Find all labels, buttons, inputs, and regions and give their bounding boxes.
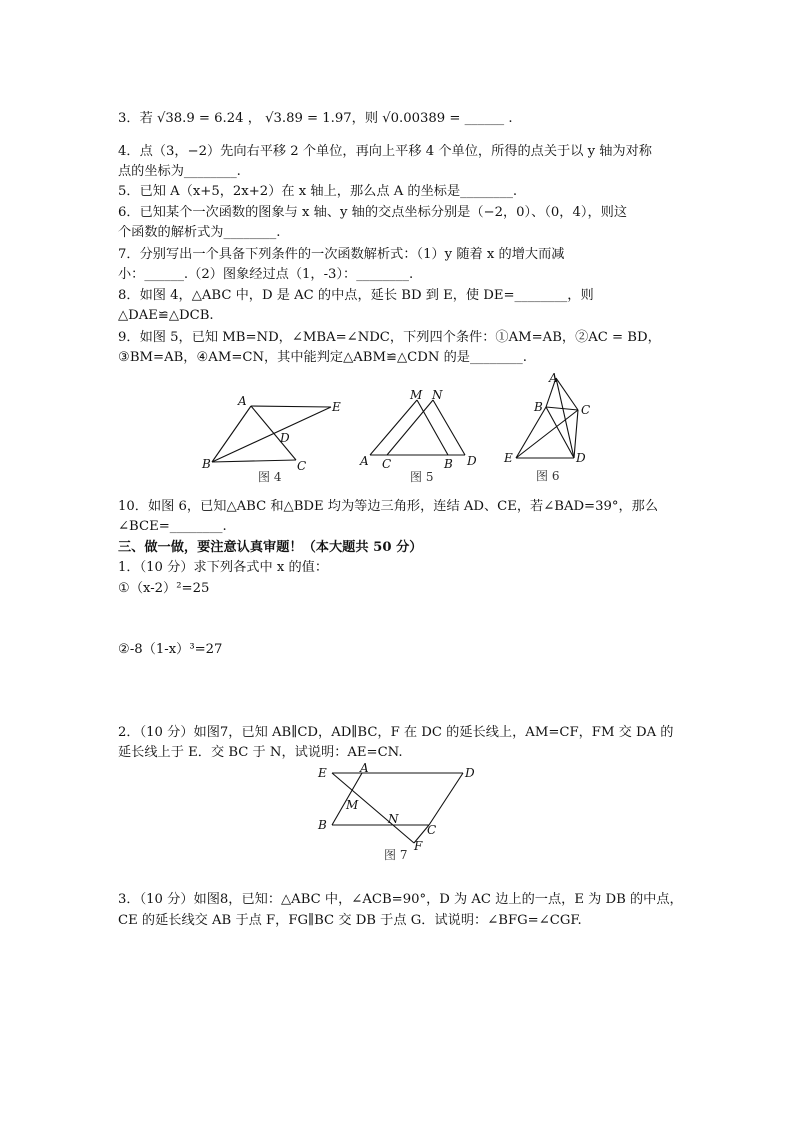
fig4-label-e: E (332, 400, 341, 414)
problem-7-line2: 小：______.（2）图象经过点（1，-3）：________. (118, 267, 414, 282)
problem-10-line2: ∠BCE=________. (118, 519, 227, 534)
fig5-line-nd (433, 400, 465, 455)
problem-8-line1: 8．如图 4，△ABC 中，D 是 AC 的中点，延长 BD 到 E，使 DE=________，则 (118, 288, 594, 303)
problem-4-line1: 4．点（3，−2）先向右平移 2 个单位，再向上平移 4 个单位，所得的点关于以 y 轴为对称 (118, 144, 652, 159)
part3-problem-3-line2: CE 的延长线交 AB 于点 F，FG∥BC 交 DB 于点 G．试说明：∠BFG=∠CGF. (118, 913, 582, 928)
fig5-line-mb (417, 400, 448, 455)
fig5-label-c: C (382, 457, 392, 471)
part3-problem-3-line1: 3．（10 分）如图8，已知：△ABC 中，∠ACB=90°，D 为 AC 边上的一点，E 为 DB 的中点， (118, 892, 683, 907)
part3-problem-2-line2: 延长线上于 E．交 BC 于 N，试说明：AE=CN. (118, 745, 403, 760)
problem-5: 5．已知 A（x+5，2x+2）在 x 轴上，那么点 A 的坐标是________. (118, 184, 518, 199)
fig4-label-b: B (202, 457, 211, 471)
fig7-line-ef (332, 773, 414, 843)
figure-7 (310, 762, 485, 867)
fig4-line-ab (212, 406, 251, 462)
fig4-label-c: C (297, 459, 307, 473)
problem-7-line1: 7．分别写出一个具备下列条件的一次函数解析式：（1）y 随着 x 的增大而减 (118, 247, 565, 262)
problem-6-line2: 个函数的解析式为________. (118, 225, 281, 240)
fig7-label-n: N (388, 812, 399, 826)
fig4-caption: 图 4 (258, 470, 282, 484)
fig6-line-ad (556, 378, 574, 458)
problem-8-line2: △DAE≌△DCB. (118, 308, 214, 323)
problem-9-line2: ③BM=AB，④AM=CN，其中能判定△ABM≌△CDN 的是________. (118, 350, 527, 365)
fig6-label-d: D (576, 451, 586, 465)
fig5-label-n: N (432, 388, 443, 402)
fig5-label-a: A (360, 454, 369, 468)
figure-6 (500, 370, 600, 490)
fig7-label-d: D (465, 766, 475, 780)
part3-problem-1-eq2: ②-8（1-x）³=27 (118, 642, 223, 657)
fig7-label-b: B (318, 818, 327, 832)
fig6-label-c: C (581, 403, 591, 417)
fig7-line-dc (429, 773, 463, 825)
fig5-caption: 图 5 (410, 470, 434, 484)
fig6-line-be (516, 407, 546, 458)
fig6-label-e: E (504, 451, 513, 465)
fig7-label-a: A (360, 762, 369, 775)
section-3-heading: 三、做一做，要注意认真审题！（本大题共 50 分） (118, 540, 423, 555)
figure-5 (355, 385, 490, 490)
fig5-label-m: M (410, 388, 423, 402)
fig6-label-b: B (534, 400, 543, 414)
fig7-label-m: M (346, 798, 359, 812)
problem-9-line1: 9．如图 5，已知 MB=ND，∠MBA=∠NDC，下列四个条件：①AM=AB，②AC = BD， (118, 330, 661, 345)
problem-6-line1: 6．已知某个一次函数的图象与 x 轴、y 轴的交点坐标分别是（−2，0）、（0，4），则这 (118, 205, 628, 220)
problem-10-line1: 10．如图 6，已知△ABC 和△BDE 均为等边三角形，连结 AD、CE，若∠BAD=39°，那么 (118, 499, 659, 514)
fig4-line-be (212, 407, 331, 462)
part3-problem-1: 1．（10 分）求下列各式中 x 的值： (118, 560, 329, 575)
fig5-label-d: D (467, 454, 477, 468)
fig7-label-c: C (427, 823, 437, 837)
fig6-line-bd (546, 407, 574, 458)
fig7-caption: 图 7 (384, 848, 408, 862)
fig4-label-a: A (238, 394, 247, 408)
part3-problem-2-line1: 2．（10 分）如图7，已知 AB∥CD，AD∥BC，F 在 DC 的延长线上，AM=CF，FM 交 DA 的 (118, 725, 674, 740)
part3-problem-1-eq1: ①（x-2）²=25 (118, 581, 210, 596)
fig6-line-bc (546, 407, 578, 410)
figure-4 (195, 390, 345, 490)
problem-3: 3．若 √38.9 = 6.24 ， √3.89 = 1.97，则 √0.00389 = ______ . (118, 111, 513, 126)
fig6-caption: 图 6 (536, 469, 560, 483)
fig4-line-ae (251, 406, 331, 407)
fig7-label-f: F (414, 839, 423, 853)
fig7-label-e: E (318, 766, 327, 780)
problem-4-line2: 点的坐标为________. (118, 164, 241, 179)
fig4-line-bc (212, 460, 296, 462)
fig4-label-d: D (280, 431, 290, 445)
fig5-label-b: B (444, 457, 453, 471)
fig6-label-a: A (549, 371, 558, 385)
